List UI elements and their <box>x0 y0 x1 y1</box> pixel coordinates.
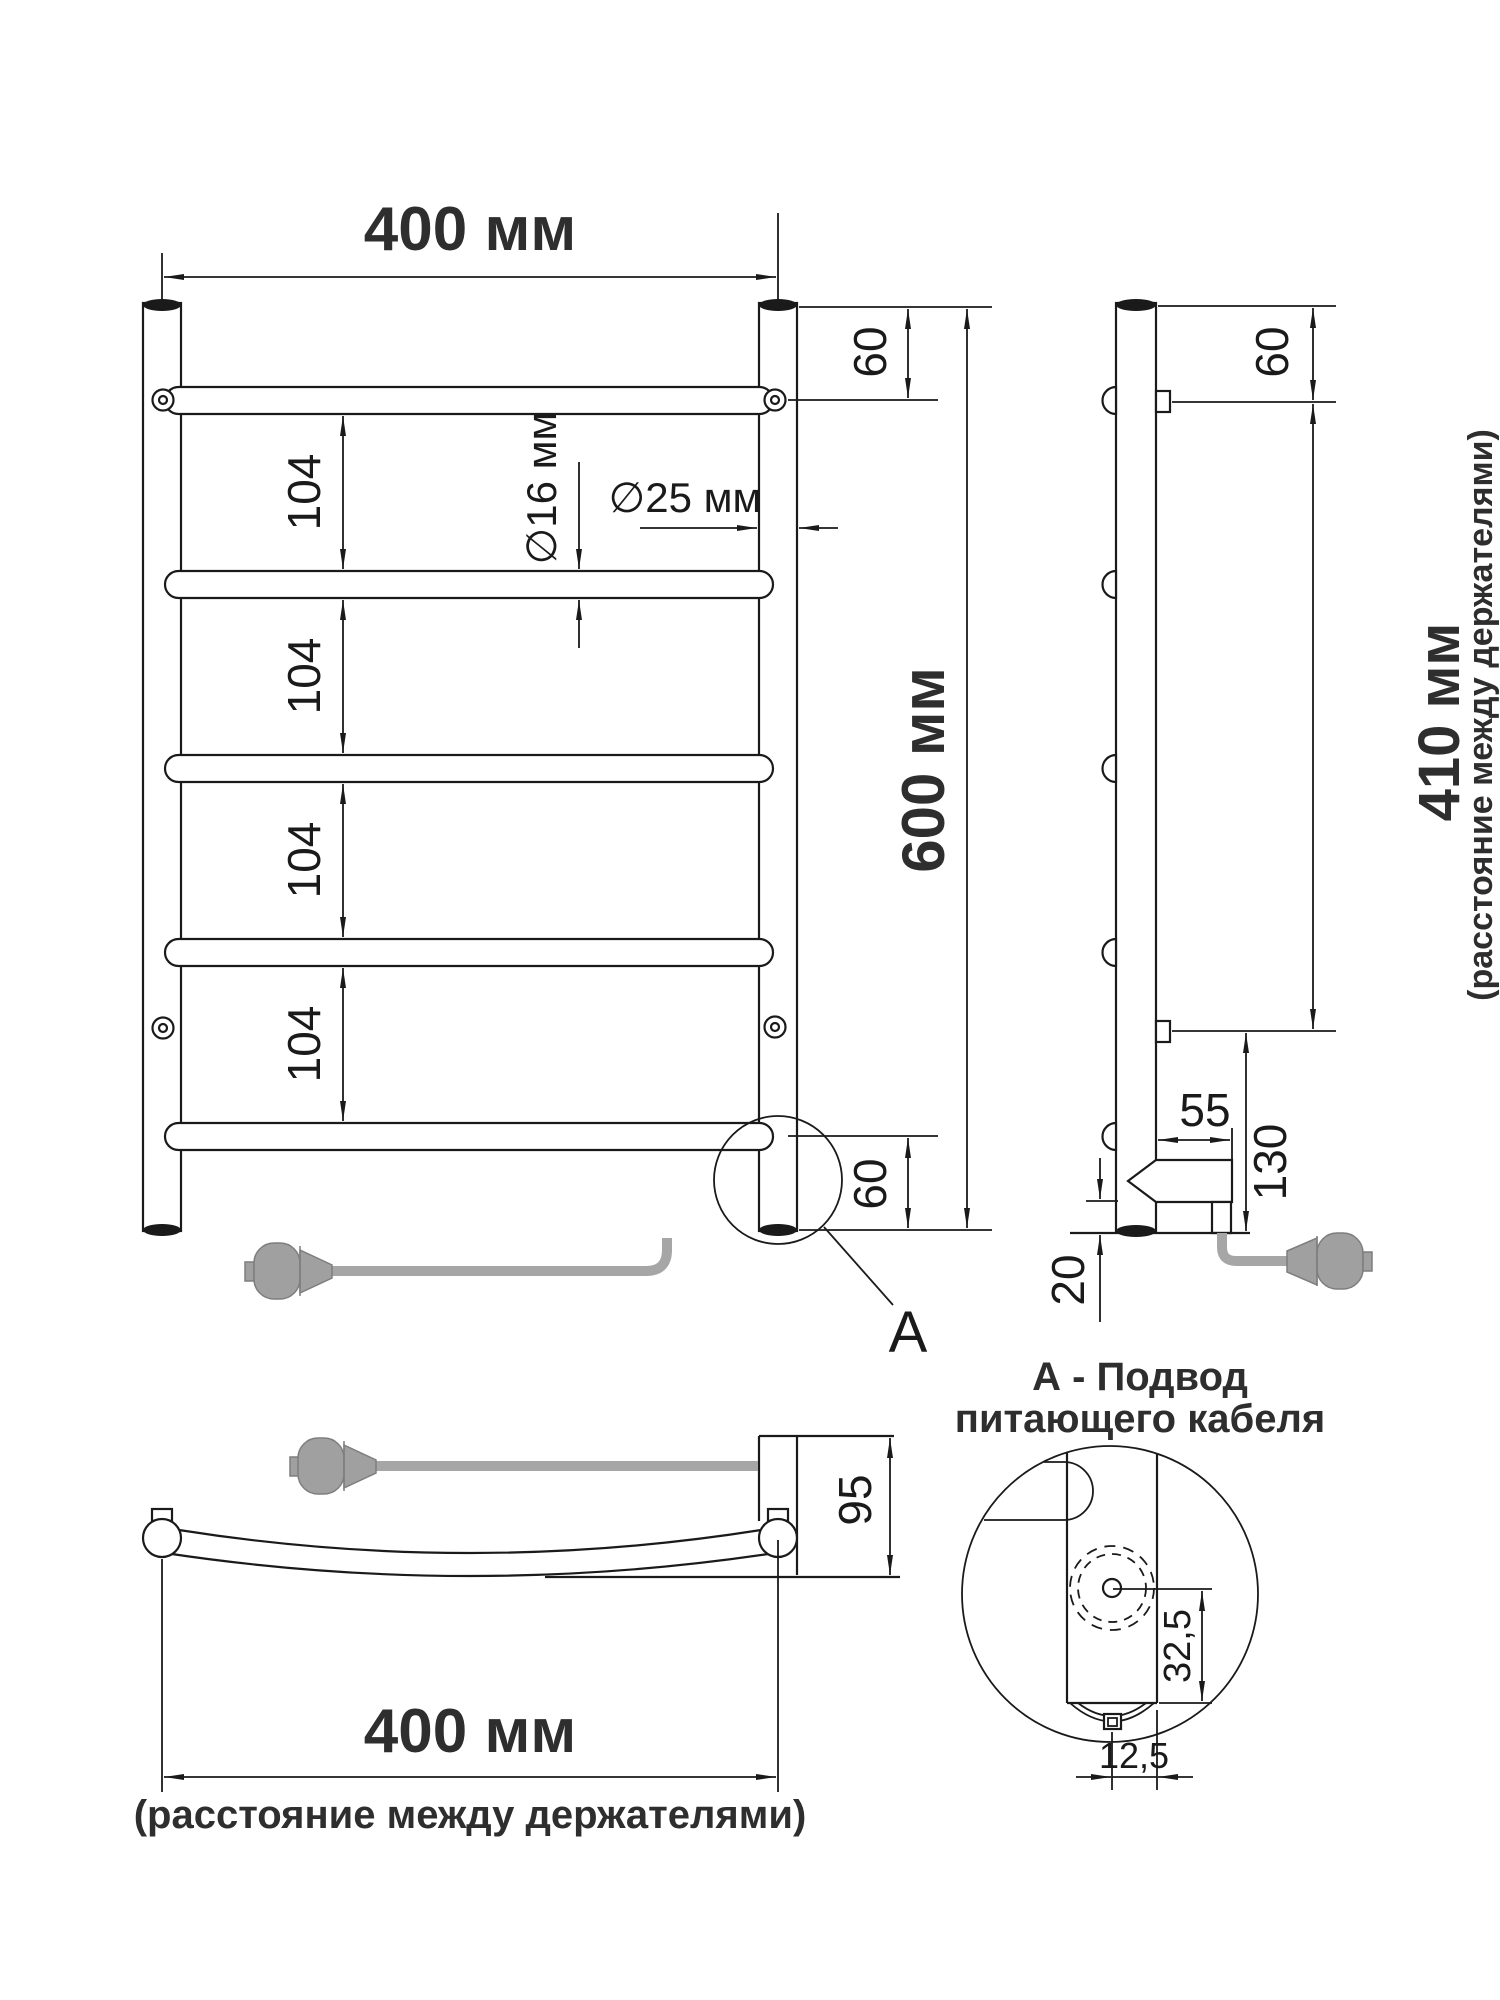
top-power-cable <box>290 1438 758 1494</box>
plug-neck <box>1287 1238 1317 1285</box>
plug-neck <box>300 1250 332 1293</box>
holders-distance-note: (расстояние между держателями) <box>1462 429 1500 1001</box>
depth-label: 95 <box>829 1474 881 1526</box>
detail-title-line1: А - Подвод <box>1032 1355 1248 1399</box>
plug-body <box>1317 1233 1363 1289</box>
front-bottom-gap-label: 60 <box>844 1158 896 1210</box>
top-width-note: (расстояние между держателями) <box>133 1793 807 1837</box>
heating-element <box>1070 1160 1250 1233</box>
side-power-cable <box>1222 1233 1372 1289</box>
front-height-label: 600 мм <box>890 667 957 873</box>
bar-diameter-label: ∅16 мм <box>518 411 565 565</box>
detail-bottom-cap <box>1070 1703 1154 1729</box>
plug-body <box>298 1438 344 1494</box>
detail-title-line2: питающего кабеля <box>954 1397 1326 1441</box>
element-height-label: 130 <box>1244 1123 1296 1201</box>
side-bar-ends <box>1103 387 1117 1150</box>
front-width-label: 400 мм <box>363 195 577 264</box>
plug-neck <box>344 1445 376 1488</box>
front-power-cable <box>245 1238 667 1299</box>
side-top-gap-label: 60 <box>1246 326 1298 378</box>
post-diameter-label: ∅25 мм <box>608 474 762 521</box>
side-post <box>1116 299 1156 1237</box>
plug-body <box>254 1243 300 1299</box>
gland-horizontal-label: 12,5 <box>1098 1735 1170 1776</box>
gap-label-1: 104 <box>278 453 330 531</box>
plug-nub <box>1363 1252 1372 1271</box>
holders-distance-label: 410 мм <box>1407 622 1472 822</box>
holders-distance-dimension <box>1172 404 1336 1031</box>
left-holder <box>143 1509 181 1557</box>
plug-nub <box>245 1262 254 1281</box>
side-view <box>1070 299 1372 1322</box>
cable-offset-label: 20 <box>1042 1254 1094 1306</box>
detail-bar-end <box>984 1462 1093 1520</box>
front-top-gap-label: 60 <box>844 326 896 378</box>
element-depth-label: 55 <box>1179 1084 1231 1136</box>
gland-vertical-label: 32,5 <box>1157 1609 1199 1683</box>
wall-brackets <box>1156 391 1170 1042</box>
top-width-label: 400 мм <box>363 1697 577 1766</box>
gap-label-3: 104 <box>278 821 330 899</box>
gap-label-2: 104 <box>278 637 330 715</box>
gap-label-4: 104 <box>278 1005 330 1083</box>
curved-bar <box>165 1530 775 1576</box>
detail-marker-label: А <box>888 1300 928 1365</box>
cable-gland <box>1070 1546 1154 1630</box>
